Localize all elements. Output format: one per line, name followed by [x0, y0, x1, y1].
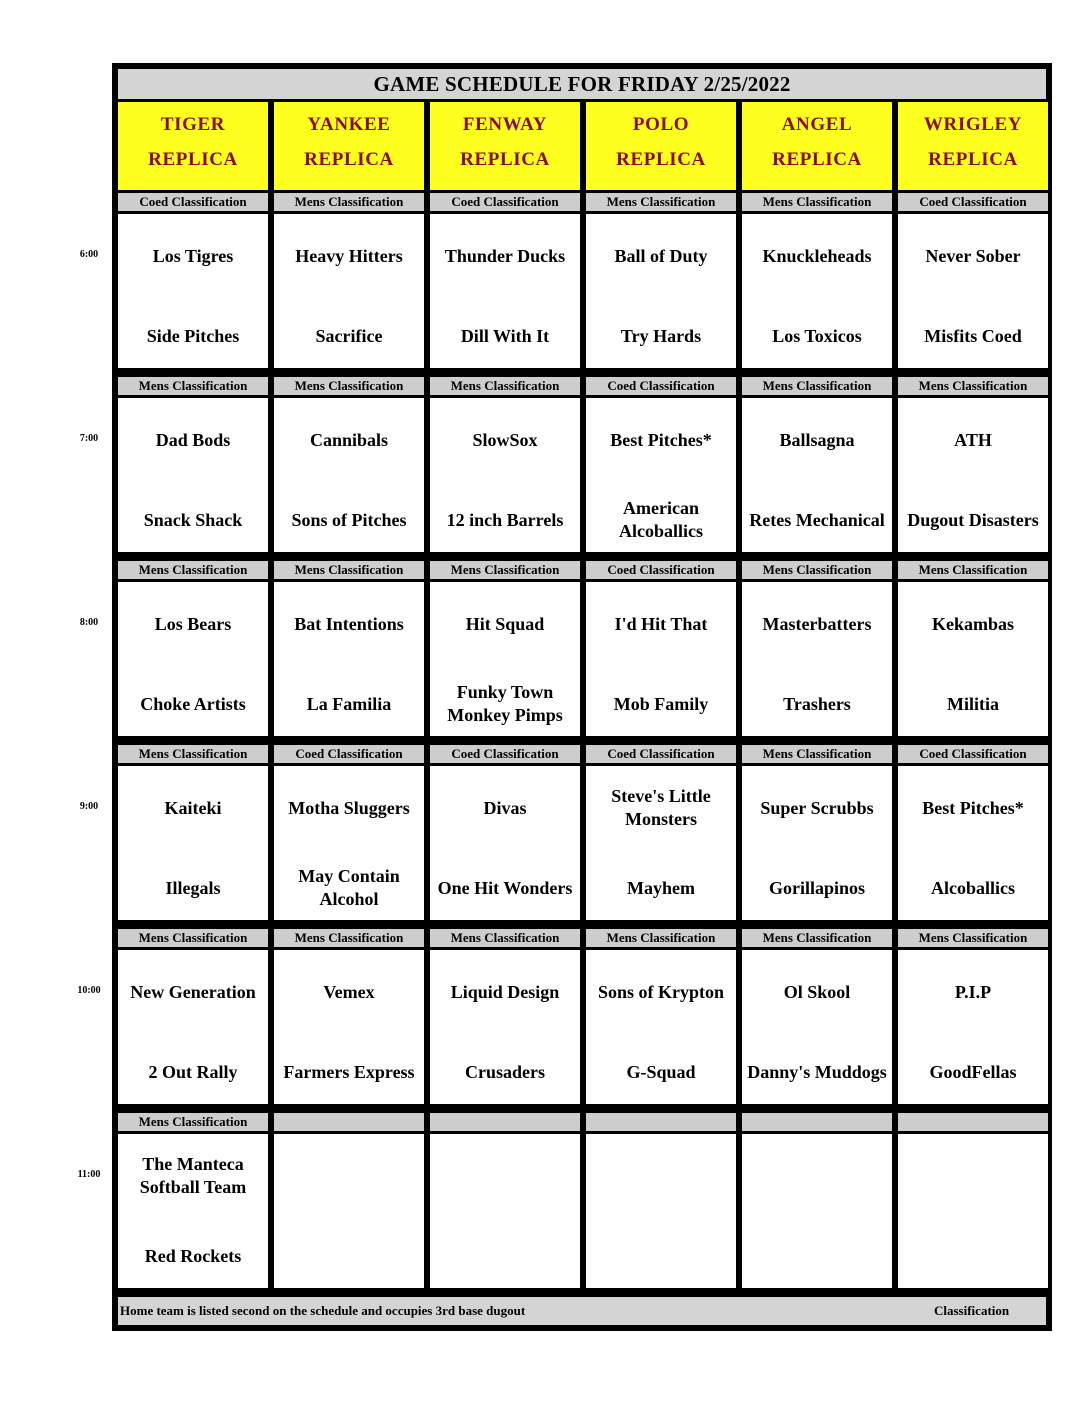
- game-cell: [742, 214, 892, 368]
- home-team: Sacrifice: [315, 325, 383, 346]
- field-sub: REPLICA: [772, 149, 862, 170]
- classification-label: Mens Classification: [274, 193, 424, 211]
- classification-label: Mens Classification: [586, 929, 736, 947]
- game-cell: [118, 398, 268, 552]
- home-team: [430, 1228, 580, 1284]
- home-team: La Familia: [306, 693, 392, 714]
- home-team: Red Rockets: [144, 1245, 242, 1266]
- classification-label: Coed Classification: [430, 745, 580, 763]
- game-cell: [118, 1134, 268, 1288]
- away-team: Ball of Duty: [614, 245, 708, 266]
- classification-label: [430, 1113, 580, 1131]
- game-cell: [274, 398, 424, 552]
- home-team: Funky Town Monkey Pimps: [447, 682, 563, 725]
- home-team: Mob Family: [613, 693, 709, 714]
- game-cell: [430, 1134, 580, 1288]
- away-team: [742, 1148, 892, 1204]
- classification-label: Mens Classification: [118, 1113, 268, 1131]
- away-team: Los Tigres: [152, 245, 234, 266]
- field-sub: REPLICA: [616, 149, 706, 170]
- field-name: WRIGLEY: [923, 114, 1023, 135]
- game-cell: [430, 582, 580, 736]
- time-label: 9:00: [79, 801, 99, 812]
- classification-label: [898, 1113, 1048, 1131]
- home-team: G-Squad: [626, 1061, 696, 1082]
- home-team: Snack Shack: [143, 509, 243, 530]
- home-team: 12 inch Barrels: [446, 509, 564, 530]
- home-team: [898, 1228, 1048, 1284]
- schedule-title: GAME SCHEDULE FOR FRIDAY 2/25/2022: [118, 69, 1046, 99]
- game-cell: [742, 1134, 892, 1288]
- home-team: May Contain Alcohol: [298, 866, 400, 909]
- game-cell: [586, 582, 736, 736]
- game-cell: [586, 950, 736, 1104]
- away-team: P.I.P: [954, 981, 992, 1002]
- away-team: [274, 1148, 424, 1204]
- game-cell: [586, 766, 736, 920]
- classification-label: Mens Classification: [274, 561, 424, 579]
- field-name: FENWAY: [462, 114, 548, 135]
- away-team: SlowSox: [472, 429, 538, 450]
- footer-note: Home team is listed second on the schedule and occupies 3rd base dugout: [120, 1303, 526, 1318]
- away-team: Dad Bods: [155, 429, 231, 450]
- footer: [118, 1297, 1046, 1325]
- field-sub: REPLICA: [148, 149, 238, 170]
- classification-label: Mens Classification: [898, 377, 1048, 395]
- home-team: Choke Artists: [140, 693, 246, 714]
- home-team: [586, 1228, 736, 1284]
- away-team: Best Pitches*: [922, 797, 1024, 818]
- away-team: The Manteca Softball Team: [139, 1154, 247, 1197]
- game-cell: [742, 398, 892, 552]
- game-cell: [586, 214, 736, 368]
- game-cell: [274, 766, 424, 920]
- home-team: Los Toxicos: [772, 325, 862, 346]
- away-team: Liquid Design: [450, 981, 560, 1002]
- classification-label: Mens Classification: [430, 377, 580, 395]
- game-cell: [274, 1134, 424, 1288]
- home-team: [274, 1228, 424, 1284]
- classification-label: Mens Classification: [118, 745, 268, 763]
- classification-label: Coed Classification: [430, 193, 580, 211]
- game-cell: [430, 766, 580, 920]
- time-label: 11:00: [77, 1169, 101, 1180]
- classification-label: Coed Classification: [586, 745, 736, 763]
- away-team: Los Bears: [154, 613, 232, 634]
- classification-label: [586, 1113, 736, 1131]
- field-header-angel: [742, 102, 892, 190]
- home-team: [742, 1228, 892, 1284]
- home-team: Side Pitches: [146, 325, 240, 346]
- field-name: ANGEL: [781, 114, 853, 135]
- away-team: [586, 1148, 736, 1204]
- classification-label: Mens Classification: [742, 193, 892, 211]
- home-team: Militia: [947, 693, 999, 714]
- time-label: 6:00: [79, 249, 99, 260]
- away-team: New Generation: [130, 981, 256, 1002]
- game-cell: [586, 1134, 736, 1288]
- classification-label: Coed Classification: [586, 377, 736, 395]
- classification-label: Mens Classification: [274, 377, 424, 395]
- away-team: Ol Skool: [783, 981, 851, 1002]
- classification-label: Mens Classification: [274, 929, 424, 947]
- schedule-table: [112, 63, 1052, 1331]
- classification-label: Coed Classification: [586, 561, 736, 579]
- home-team: American Alcoballics: [619, 498, 703, 541]
- classification-label: Mens Classification: [118, 929, 268, 947]
- classification-label: Mens Classification: [118, 561, 268, 579]
- time-label: 8:00: [79, 617, 99, 628]
- game-cell: [898, 398, 1048, 552]
- home-team: Misfits Coed: [924, 325, 1022, 346]
- away-team: Cannibals: [309, 429, 389, 450]
- away-team: I'd Hit That: [614, 613, 708, 634]
- time-label: 7:00: [79, 433, 99, 444]
- game-cell: [898, 766, 1048, 920]
- game-cell: [118, 214, 268, 368]
- game-cell: [742, 766, 892, 920]
- field-sub: REPLICA: [460, 149, 550, 170]
- game-cell: [898, 950, 1048, 1104]
- home-team: Dill With It: [460, 325, 550, 346]
- time-label: 10:00: [77, 985, 101, 996]
- classification-label: Mens Classification: [430, 929, 580, 947]
- away-team: Motha Sluggers: [288, 797, 410, 818]
- away-team: Masterbatters: [762, 613, 872, 634]
- away-team: Steve's Little Monsters: [611, 786, 711, 829]
- classification-label: [274, 1113, 424, 1131]
- home-team: Dugout Disasters: [907, 509, 1039, 530]
- game-cell: [274, 214, 424, 368]
- classification-label: Mens Classification: [742, 745, 892, 763]
- home-team: Farmers Express: [283, 1061, 415, 1082]
- game-cell: [430, 214, 580, 368]
- field-header-wrigley: [898, 102, 1048, 190]
- away-team: Heavy Hitters: [295, 245, 403, 266]
- classification-label: Coed Classification: [274, 745, 424, 763]
- classification-label: Mens Classification: [586, 193, 736, 211]
- home-team: Illegals: [165, 877, 221, 898]
- home-team: Danny's Muddogs: [747, 1061, 887, 1082]
- game-cell: [898, 582, 1048, 736]
- home-team: Trashers: [783, 693, 851, 714]
- away-team: Super Scrubbs: [760, 797, 874, 818]
- game-cell: [274, 950, 424, 1104]
- classification-label: Coed Classification: [898, 745, 1048, 763]
- away-team: [430, 1148, 580, 1204]
- field-header-polo: [586, 102, 736, 190]
- away-team: ATH: [954, 429, 992, 450]
- game-cell: [586, 398, 736, 552]
- classification-label: Mens Classification: [742, 561, 892, 579]
- home-team: Try Hards: [620, 325, 702, 346]
- game-cell: [118, 950, 268, 1104]
- game-cell: [742, 582, 892, 736]
- classification-label: Mens Classification: [118, 377, 268, 395]
- home-team: Alcoballics: [931, 877, 1015, 898]
- game-cell: [118, 582, 268, 736]
- away-team: Vemex: [323, 981, 375, 1002]
- away-team: Never Sober: [925, 245, 1021, 266]
- home-team: Gorillapinos: [768, 877, 866, 898]
- away-team: Best Pitches*: [610, 429, 712, 450]
- classification-label: Mens Classification: [430, 561, 580, 579]
- classification-label: Mens Classification: [742, 377, 892, 395]
- field-name: POLO: [632, 114, 690, 135]
- away-team: Kaiteki: [164, 797, 222, 818]
- away-team: Kekambas: [931, 613, 1014, 634]
- field-name: TIGER: [160, 114, 226, 135]
- away-team: Ballsagna: [779, 429, 855, 450]
- home-team: Retes Mechanical: [749, 509, 885, 530]
- classification-label: Coed Classification: [118, 193, 268, 211]
- game-cell: [430, 950, 580, 1104]
- classification-label: Mens Classification: [898, 929, 1048, 947]
- footer-label: Classification: [934, 1303, 1010, 1318]
- classification-label: [742, 1113, 892, 1131]
- away-team: Bat Intentions: [294, 613, 404, 634]
- game-cell: [274, 582, 424, 736]
- away-team: Sons of Krypton: [597, 981, 725, 1002]
- home-team: One Hit Wonders: [437, 877, 573, 898]
- home-team: Crusaders: [465, 1061, 545, 1082]
- game-cell: [118, 766, 268, 920]
- away-team: Divas: [483, 797, 527, 818]
- home-team: 2 Out Rally: [148, 1061, 238, 1082]
- field-name: YANKEE: [307, 114, 391, 135]
- field-sub: REPLICA: [928, 149, 1018, 170]
- home-team: Mayhem: [627, 877, 695, 898]
- field-header-yankee: [274, 102, 424, 190]
- away-team: Hit Squad: [465, 613, 545, 634]
- game-cell: [742, 950, 892, 1104]
- classification-label: Mens Classification: [898, 561, 1048, 579]
- game-cell: [898, 214, 1048, 368]
- game-cell: [898, 1134, 1048, 1288]
- away-team: Thunder Ducks: [444, 245, 566, 266]
- away-team: [898, 1148, 1048, 1204]
- away-team: Knuckleheads: [762, 245, 872, 266]
- classification-label: Coed Classification: [898, 193, 1048, 211]
- classification-label: Mens Classification: [742, 929, 892, 947]
- home-team: Sons of Pitches: [291, 509, 407, 530]
- field-header-fenway: [430, 102, 580, 190]
- field-sub: REPLICA: [304, 149, 394, 170]
- field-header-tiger: [118, 102, 268, 190]
- game-cell: [430, 398, 580, 552]
- home-team: GoodFellas: [929, 1061, 1017, 1082]
